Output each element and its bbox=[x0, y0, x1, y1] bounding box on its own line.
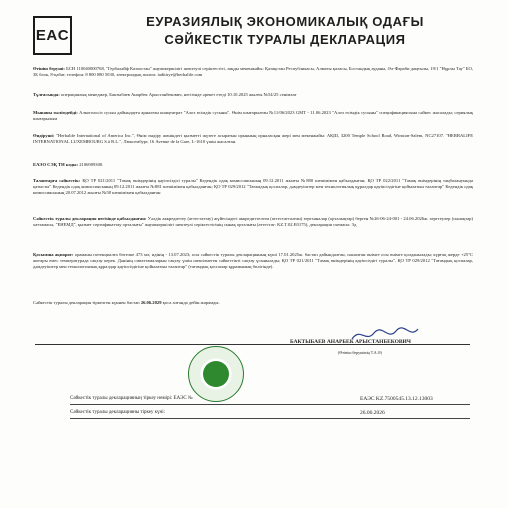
validity-suffix: қоса алғанда дейін жарамды. bbox=[162, 300, 220, 305]
registration-date-label: Сәйкестік туралы декларацияны тіркеу күні: bbox=[70, 410, 166, 415]
manufacturer-label: Өндіруші: bbox=[33, 133, 55, 138]
tnved-text: 2106909300. bbox=[79, 162, 104, 167]
product-text: Алкогольсіз сусын дайындауға арналған концентрат "Алоэ өсімдік сусыны". Өнім шығарылған №11/06/2023 GMT - 11.06.2023 "Алоэ өсімдік сусыны" спецификациясына сәйкес жасалады; сериялық шығарылым bbox=[33, 110, 473, 122]
signer-name: БАКТЫБАЕВ АНАРБЕК АРЫСТАНБЕКОВИЧ bbox=[290, 339, 411, 345]
header-union-title: ЕУРАЗИЯЛЫҚ ЭКОНОМИКАЛЫҚ ОДАҒЫ bbox=[146, 14, 424, 29]
seal-emblem bbox=[203, 361, 229, 387]
tnved-section bbox=[33, 162, 473, 168]
requirements-text: ҚО ТР 021/2011 "Тамақ өнімдерінің қауіпсіздігі туралы" Кедендік одақ комиссиясының 09.12.2011 жылғы №880 шешімімен қабылданған; ҚО ТР 022/2011 "Тамақ өнімдерінің таңбалануында қатысты" Кедендік одақ комиссиясының 09.12.2011 жылғы №881 шешімімен қабылданған; ҚО ТР 029/2012 "Тағамдық қоспалар, дәмдеуіштер мен технологиялық құралдар қауіпсіздігіне қойылатын талаптар" Кедендік одақ комиссиясының 20.07.2012 жылғы №58 шешімімен қабылданған bbox=[33, 178, 473, 196]
extra-text: ораманы потенциалға бөтелке 473 мл; идінің - 13.07.2023; осы сәйкестік туралы декларацияның күші 17.01.2025ж. бастап дайындалған, сыналған өнімге осы өнімге қолданылады; күрғақ жерде +25°C жоғары емес температурада сақтау керек. Дәнінің сипаттамаларын сақтау үшін шешілмеген сәйкестікті сақтау ұсынылады; ҚО ТР 021/2011 "Тамақ өнімдерінің қауіпсіздігі туралы", ҚО ТР 029/2012 "Тағамдық қоспалар, дәмдеуіштер мен технологиялық құралдар қауіпсіздігіне қойылатын талаптар" (тағамдық қоспалар құрамының бөлігінде). bbox=[33, 252, 473, 270]
basis-label: Сәйкестік туралы декларация негізінде қабылданған: bbox=[33, 216, 147, 221]
registration-number-line bbox=[70, 404, 470, 405]
person-text: операциялық менеджер, Бактыбаев Анарбек Арыстанбекович, негізінде әрекет етеді 10.10.2025 жылғы №54/25 сенімхат bbox=[60, 92, 297, 97]
manufacturer-section bbox=[33, 133, 473, 145]
applicant-text: БСН 110040000768, "Гербалайф Казахстан" жауапкершілігі шектеулі серіктестігі, заңды мекенжайы: Қазақстан Республикасы, Алматы қаласы, Бостандық ауданы, Әл-Фараби даңғылы, 19/1 "Нұрлы Тау" БО, 3Б блок, 8-қабат, телефон: 8 800 080 5030, электрондық пошта: iaditirye@herbalife.com bbox=[33, 66, 473, 78]
extra-section bbox=[33, 252, 473, 271]
registration-number-row bbox=[70, 396, 470, 406]
header-declaration-title: СӘЙКЕСТІК ТУРАЛЫ ДЕКЛАРАЦИЯ bbox=[164, 32, 406, 47]
validity-prefix: Сәйкестік туралы декларация тіркелген күннен бастап bbox=[33, 300, 140, 305]
product-section bbox=[33, 110, 473, 122]
extra-label: Қосымша ақпарат: bbox=[33, 252, 74, 257]
manufacturer-text: "Herbalife International of America Inc.", Өнім өндіру жөніндегі қызметті жүзеге асыратын орынның орналасқан жері мен мекенжайы: АҚШ, 3200 Temple School Road, Winston-Salem, NC27107. "HERBALIFE INTERNATIONAL LUXEMBOURG S.à R.L.", Люксембург, 16 Avenue de la Gare, L-1610 үшін жасалған. bbox=[33, 133, 473, 145]
validity-date: 26.06.2029 bbox=[140, 300, 162, 305]
registration-number-label: Сәйкестік туралы декларацияның тіркеу нөмірі: ЕАЭС № bbox=[70, 396, 193, 401]
validity-section bbox=[33, 300, 473, 306]
registration-date-line bbox=[70, 418, 470, 419]
registration-date-row bbox=[70, 410, 470, 420]
eac-logo: EAC bbox=[33, 16, 72, 55]
requirements-label: Талаптарға сәйкестік: bbox=[33, 178, 81, 183]
basis-section bbox=[33, 216, 473, 228]
basis-text: Уәлдік аккредиттеу (аттестаттау) жүйесіндегі аккредиттелген (аттестатталған) зертханалар (орталықтар) берген №26-06-24-001 - 24.06.2026ж. зерттеулер (сынақтар) хаттамасы, "ЕНЕМД", қызмет сертификаттау орталығы" жауапкершілігі шектеулі серіктестігінің сынақ орталығы (аттестат: KZ.T.02.E0175), декларация схемасы: 3д bbox=[33, 216, 474, 228]
company-seal bbox=[188, 346, 244, 402]
applicant-section bbox=[33, 66, 473, 78]
registration-number-value: ЕАЭС KZ.7500545.13.12.13003 bbox=[360, 396, 433, 402]
person-section bbox=[33, 92, 473, 98]
registration-date-value: 26.06.2026 bbox=[360, 410, 385, 416]
applicant-label: Өтініш беруші: bbox=[33, 66, 65, 71]
signer-caption: (Өтініш берушінің Т.А.Ә) bbox=[338, 350, 382, 355]
person-label: Тұлғасында: bbox=[33, 92, 60, 97]
tnved-label: ЕАЭО СЭҚ ТН коды: bbox=[33, 162, 79, 167]
product-label: Мынаны мәлімдейді: bbox=[33, 110, 78, 115]
requirements-section bbox=[33, 178, 473, 197]
